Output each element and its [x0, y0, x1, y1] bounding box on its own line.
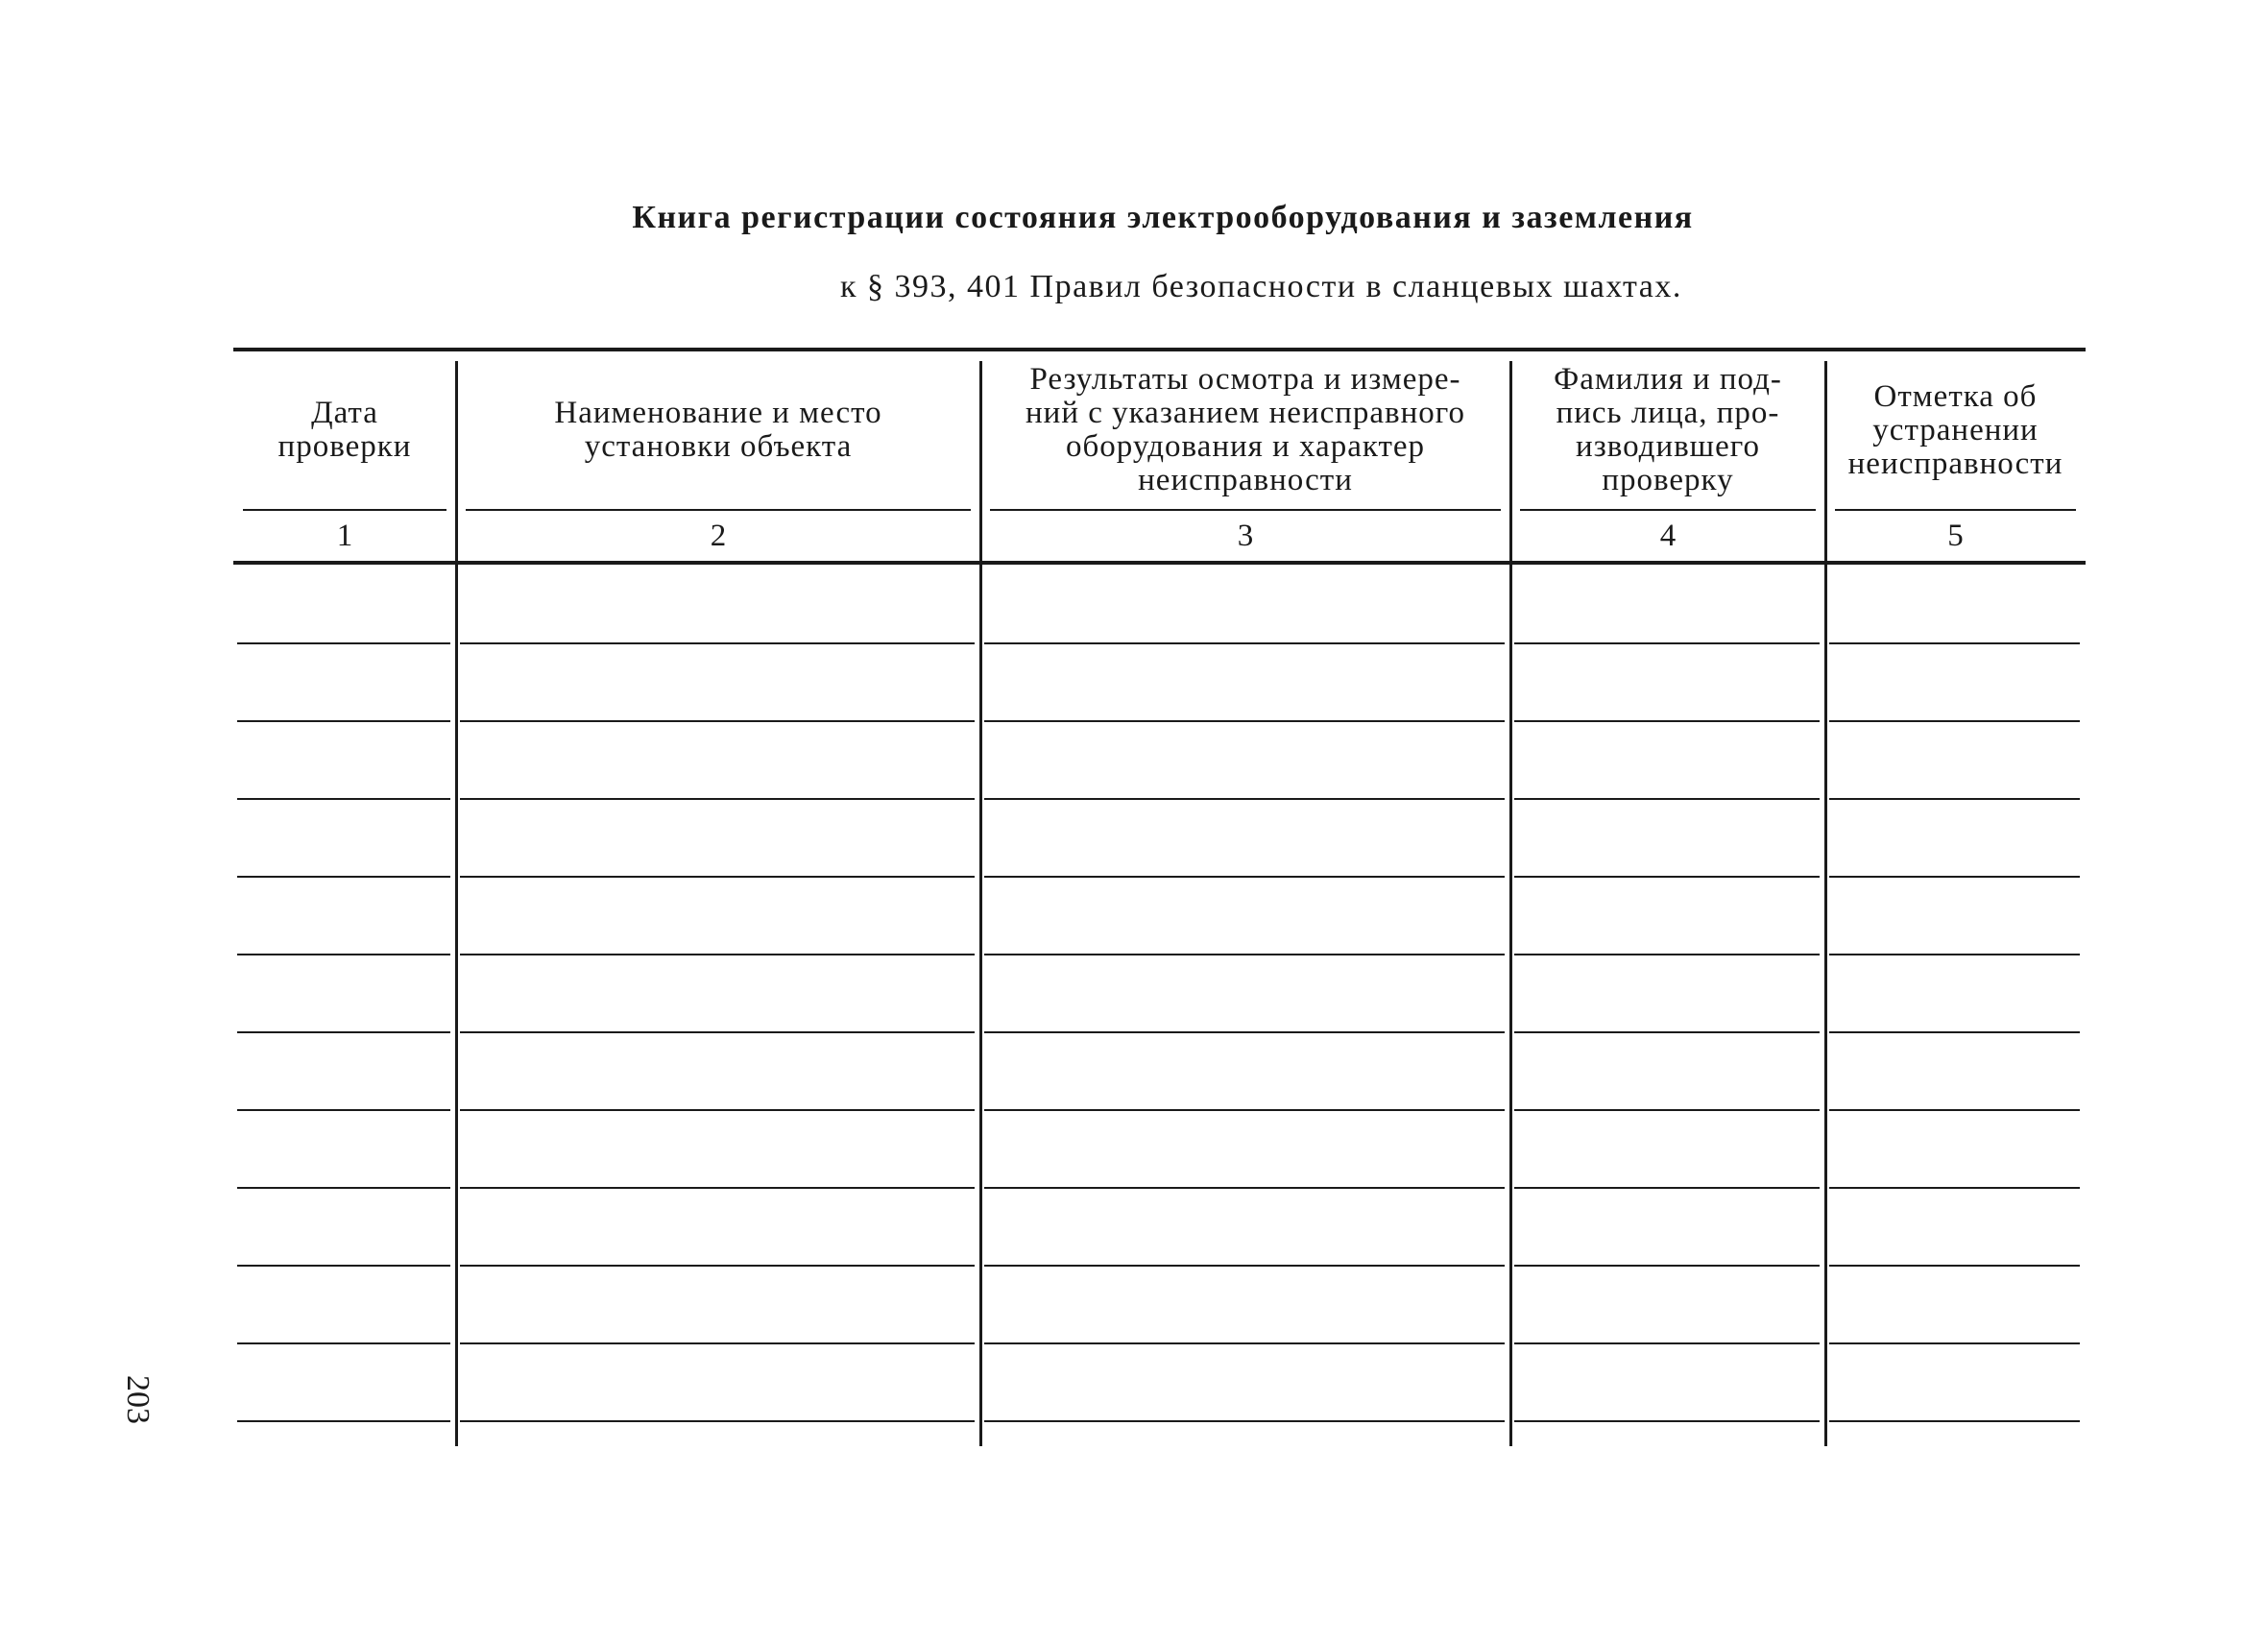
- row-rule: [984, 1109, 1505, 1111]
- row-rule: [460, 720, 975, 722]
- column-header-1: [239, 355, 450, 505]
- row-rule: [1829, 954, 2080, 955]
- row-rule: [1514, 876, 1820, 878]
- row-rule: [1829, 1265, 2080, 1267]
- header-underline: [1835, 509, 2076, 511]
- row-rule: [984, 1265, 1505, 1267]
- column-header-label: Дата проверки: [277, 396, 412, 464]
- column-number-5: 5: [1947, 518, 1964, 553]
- row-rule: [237, 1187, 450, 1189]
- row-rule: [1829, 1031, 2080, 1033]
- row-rule: [237, 876, 450, 878]
- row-rule: [1829, 720, 2080, 722]
- row-rule: [460, 1420, 975, 1422]
- row-rule: [1829, 798, 2080, 800]
- row-rule: [984, 1342, 1505, 1344]
- row-rule: [1514, 1342, 1820, 1344]
- column-header-label: Фамилия и под- пись лица, про- изводившего проверку: [1554, 362, 1782, 497]
- row-rule: [237, 1342, 450, 1344]
- row-rule: [460, 1342, 975, 1344]
- column-separator: [979, 361, 982, 1446]
- row-rule: [984, 954, 1505, 955]
- row-rule: [1829, 1109, 2080, 1111]
- row-rule: [1829, 1420, 2080, 1422]
- row-rule: [460, 798, 975, 800]
- row-rule: [984, 876, 1505, 878]
- row-rule: [237, 720, 450, 722]
- row-rule: [1829, 1187, 2080, 1189]
- row-rule: [460, 642, 975, 644]
- row-rule: [237, 1265, 450, 1267]
- numbers-bottom-rule: [233, 561, 2086, 565]
- column-header-2: [462, 355, 975, 505]
- row-rule: [460, 1265, 975, 1267]
- column-number-2: 2: [710, 518, 727, 553]
- row-rule: [237, 1420, 450, 1422]
- table-top-rule: [233, 348, 2086, 351]
- header-underline: [1520, 509, 1816, 511]
- column-header-4: [1516, 355, 1820, 505]
- row-rule: [984, 1187, 1505, 1189]
- header-underline: [990, 509, 1501, 511]
- header-underline: [243, 509, 446, 511]
- row-rule: [984, 642, 1505, 644]
- row-rule: [460, 1031, 975, 1033]
- page-number: 203: [120, 1375, 156, 1424]
- row-rule: [237, 642, 450, 644]
- row-rule: [1514, 954, 1820, 955]
- row-rule: [1514, 1265, 1820, 1267]
- row-rule: [237, 798, 450, 800]
- row-rule: [1514, 798, 1820, 800]
- row-rule: [984, 720, 1505, 722]
- row-rule: [1829, 1342, 2080, 1344]
- row-rule: [1514, 1420, 1820, 1422]
- column-header-label: Результаты осмотра и измере- ний с указанием неисправного оборудования и характер неисправности: [1025, 362, 1465, 497]
- row-rule: [237, 954, 450, 955]
- row-rule: [1514, 1031, 1820, 1033]
- column-header-label: Наименование и место установки объекта: [554, 396, 882, 464]
- register-table: [233, 348, 2086, 1452]
- row-rule: [1514, 1109, 1820, 1111]
- column-header-5: [1831, 355, 2080, 505]
- row-rule: [460, 1109, 975, 1111]
- row-rule: [984, 1420, 1505, 1422]
- row-rule: [1829, 876, 2080, 878]
- row-rule: [1829, 642, 2080, 644]
- row-rule: [460, 876, 975, 878]
- row-rule: [1514, 1187, 1820, 1189]
- column-number-1: 1: [336, 518, 353, 553]
- row-rule: [984, 1031, 1505, 1033]
- header-underline: [466, 509, 971, 511]
- column-separator: [1509, 361, 1512, 1446]
- column-header-3: [986, 355, 1505, 505]
- column-separator: [455, 361, 458, 1446]
- row-rule: [237, 1109, 450, 1111]
- row-rule: [460, 1187, 975, 1189]
- row-rule: [237, 1031, 450, 1033]
- document-title: Книга регистрации состояния электрооборудования и заземления: [632, 200, 1694, 235]
- row-rule: [460, 954, 975, 955]
- column-header-label: Отметка об устранении неисправности: [1847, 378, 2063, 481]
- column-separator: [1824, 361, 1827, 1446]
- row-rule: [1514, 720, 1820, 722]
- row-rule: [984, 798, 1505, 800]
- row-rule: [1514, 642, 1820, 644]
- column-number-4: 4: [1659, 518, 1677, 553]
- document-subtitle: к § 393, 401 Правил безопасности в сланцевых шахтах.: [840, 269, 1682, 304]
- column-number-3: 3: [1237, 518, 1254, 553]
